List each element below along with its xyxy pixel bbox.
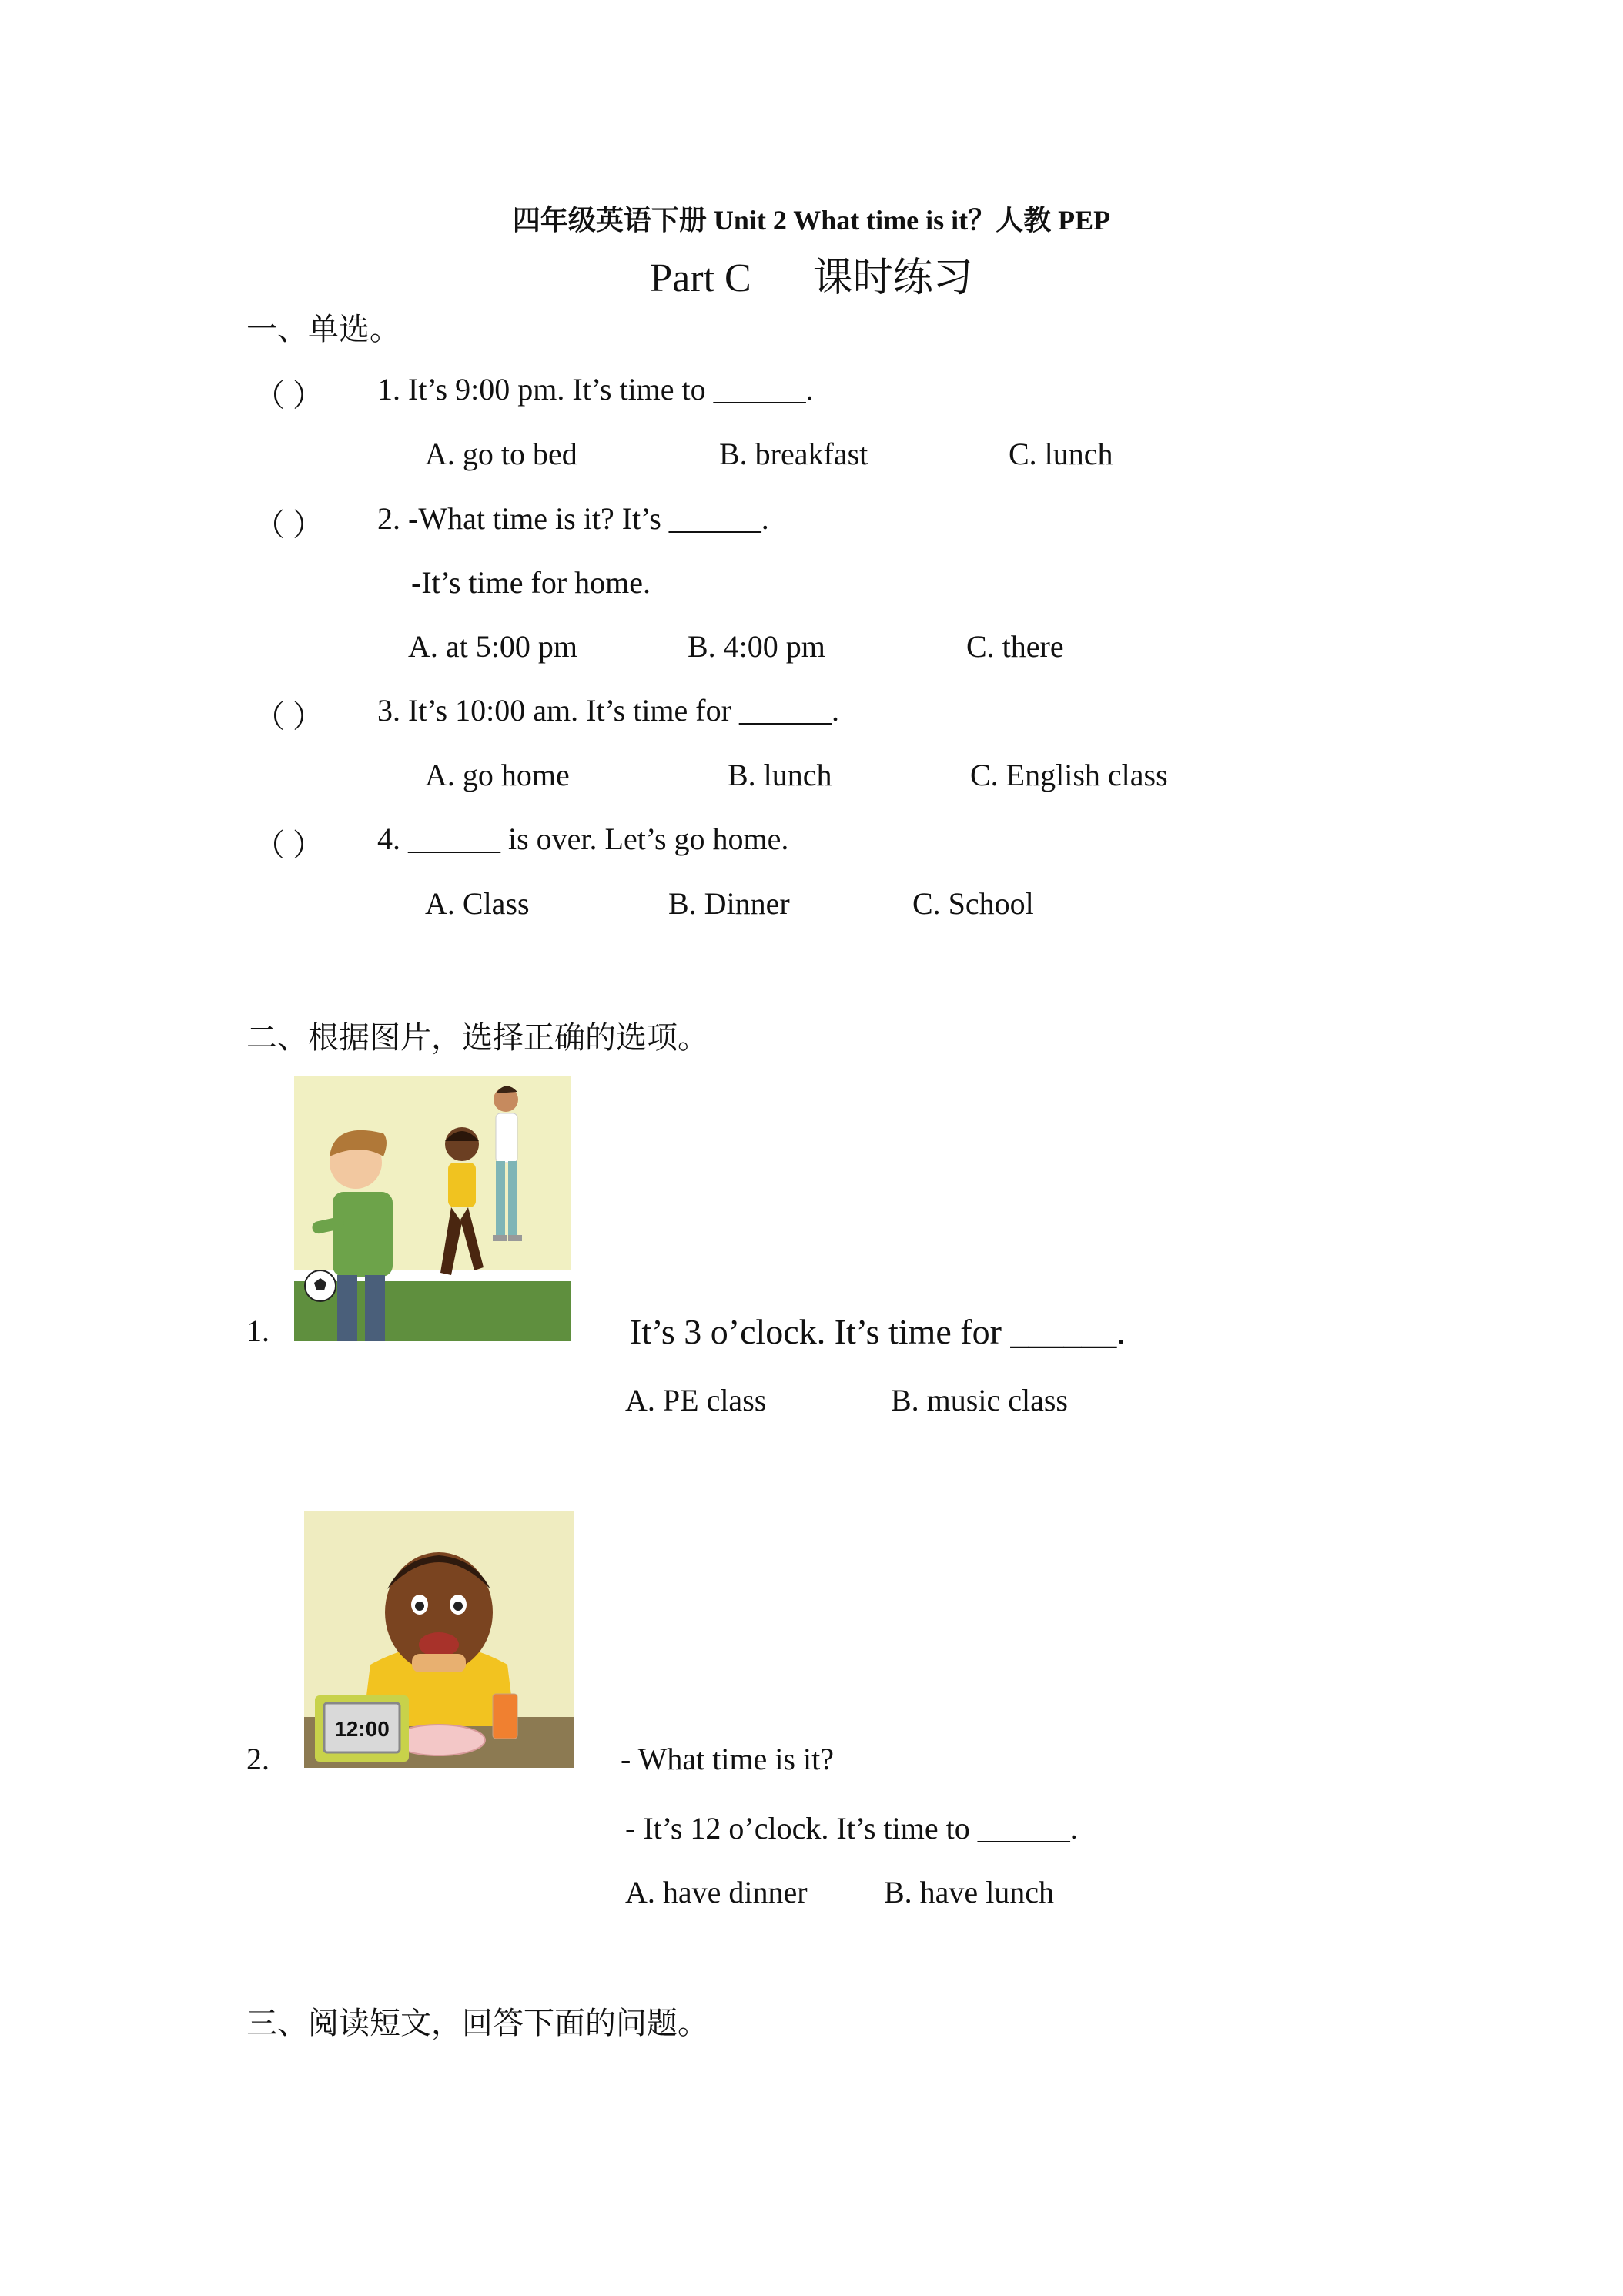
page-title: 四年级英语下册 Unit 2 What time is it？人教 PEP xyxy=(512,205,1111,236)
question-line2: - It’s 12 o’clock. It’s time to ______. xyxy=(625,1811,1078,1846)
option-a[interactable]: A. Class xyxy=(425,886,530,921)
question-stem: 4. ______ is over. Let’s go home. xyxy=(377,822,789,856)
lesson-label: 课时练习 xyxy=(812,256,973,300)
option-b[interactable]: B. music class xyxy=(891,1383,1068,1417)
lunch-picture xyxy=(304,1511,574,1768)
option-c[interactable]: C. School xyxy=(912,886,1034,921)
picture-item-number: 1. xyxy=(246,1314,269,1348)
option-a[interactable]: A. have dinner xyxy=(625,1875,808,1909)
option-b[interactable]: B. have lunch xyxy=(884,1875,1055,1909)
option-b[interactable]: B. lunch xyxy=(728,758,832,792)
answer-bracket[interactable]: （ ） xyxy=(254,828,323,862)
question-line2: -It’s time for home. xyxy=(411,565,651,600)
option-c[interactable]: C. there xyxy=(966,629,1064,664)
option-c[interactable]: C. English class xyxy=(970,758,1168,792)
part-label: Part C xyxy=(650,256,751,300)
question-stem: 3. It’s 10:00 am. It’s time for ______. xyxy=(377,693,839,728)
clock-time-text: 12:00 xyxy=(334,1717,390,1741)
juice-glass-icon xyxy=(493,1694,517,1739)
answer-bracket[interactable]: （ ） xyxy=(254,507,323,542)
answer-bracket[interactable]: （ ） xyxy=(254,378,323,413)
option-a[interactable]: A. at 5:00 pm xyxy=(408,629,577,664)
section1-heading: 一、单选。 xyxy=(246,312,400,346)
option-c[interactable]: C. lunch xyxy=(1009,437,1113,471)
page-subtitle xyxy=(0,245,1623,303)
question-stem: 1. It’s 9:00 pm. It’s time to ______. xyxy=(377,372,814,407)
question-stem: 2. -What time is it? It’s ______. xyxy=(377,501,769,536)
section2-heading: 二、根据图片，选择正确的选项。 xyxy=(246,1020,708,1055)
soccer-ball-icon xyxy=(305,1270,336,1301)
option-b[interactable]: B. 4:00 pm xyxy=(688,629,825,664)
option-b[interactable]: B. breakfast xyxy=(719,437,868,471)
option-a[interactable]: A. go home xyxy=(425,758,570,792)
picture-item-number: 2. xyxy=(246,1742,269,1776)
section3-heading: 三、阅读短文，回答下面的问题。 xyxy=(246,2006,708,2040)
option-b[interactable]: B. Dinner xyxy=(668,886,790,921)
clock-icon xyxy=(315,1695,409,1762)
question-line1: - What time is it? xyxy=(621,1742,834,1776)
option-a[interactable]: A. PE class xyxy=(625,1383,767,1417)
pe-class-picture xyxy=(294,1076,571,1341)
option-a[interactable]: A. go to bed xyxy=(425,437,577,471)
answer-bracket[interactable]: （ ） xyxy=(254,699,323,734)
question-stem: It’s 3 o’clock. It’s time for ______. xyxy=(630,1312,1126,1351)
